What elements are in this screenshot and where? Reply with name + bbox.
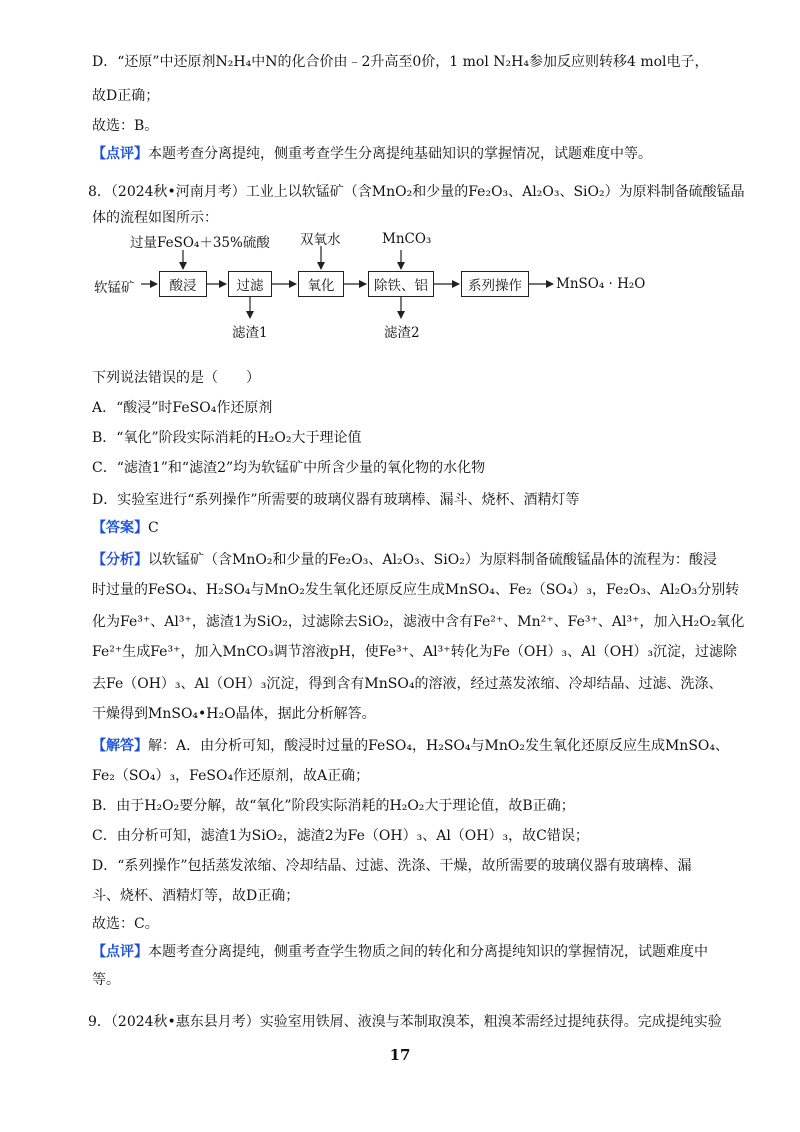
flow-input-acid-leach: 过量FeSO₄＋35%硫酸: [130, 235, 270, 251]
flow-step-filter: 过滤: [228, 271, 272, 297]
flow-step-series-operation: 系列操作: [461, 271, 529, 297]
flow-start-label: 软锰矿: [94, 280, 135, 296]
line-text: 体的流程如图所示：: [92, 210, 218, 226]
flow-input-oxidize: 双氧水: [300, 232, 341, 248]
flow-product-label: MnSO₄ · H₂O: [556, 276, 646, 292]
line-text: 本题考查分离提纯，侧重考查学生物质之间的转化和分离提纯知识的掌握情况，试题难度中: [148, 944, 708, 960]
flow-step-remove-fe-al: 除铁、铝: [368, 271, 434, 297]
text-line: [92, 766, 760, 786]
text-line: [92, 398, 760, 418]
line-text: 等。: [92, 972, 120, 988]
section-tag: 【分析】: [92, 552, 148, 568]
line-text: 故选：B。: [92, 118, 159, 134]
page-number: 17: [389, 1046, 411, 1064]
text-line: [88, 182, 760, 202]
flow-step-acid-leach: 酸浸: [159, 271, 207, 297]
line-text: 斗、烧杯、酒精灯等，故D正确；: [92, 888, 300, 904]
section-tag: 【点评】: [92, 944, 148, 960]
flow-residue-2: 滤渣2: [384, 325, 420, 341]
line-text: 解：A．由分析可知，酸浸时过量的FeSO₄，H₂SO₄与MnO₂发生氧化还原反应生成MnSO₄、: [148, 738, 729, 754]
line-text: 9．（2024秋•惠东县月考）实验室用铁屑、液溴与苯制取溴苯，粗溴苯需经过提纯获得。完成提纯实验: [88, 1014, 722, 1030]
text-line: [92, 116, 760, 136]
line-text: C．“滤渣1”和“滤渣2”均为软锰矿中所含少量的氧化物的水化物: [92, 460, 486, 476]
line-text: 去Fe（OH）₃、Al（OH）₃沉淀，得到含有MnSO₄的溶液，经过蒸发浓缩、冷却结晶、过滤、洗涤、: [92, 676, 723, 692]
text-line: [92, 704, 760, 724]
flow-step-oxidize: 氧化: [298, 271, 344, 297]
text-line: [92, 642, 760, 662]
text-line: [92, 208, 760, 228]
text-line: [92, 886, 760, 906]
text-line: [92, 612, 760, 632]
text-line: [92, 458, 760, 478]
text-line: [92, 970, 760, 990]
line-text: D．“系列操作”包括蒸发浓缩、冷却结晶、过滤、洗涤、干燥，故所需要的玻璃仪器有玻璃棒、漏: [92, 858, 692, 874]
line-text: A．“酸浸”时FeSO₄作还原剂: [92, 400, 273, 416]
line-text: 以软锰矿（含MnO₂和少量的Fe₂O₃、Al₂O₃、SiO₂）为原料制备硫酸锰晶体的流程为：酸浸: [148, 552, 717, 568]
text-line: [92, 368, 760, 388]
line-text: B．“氧化”阶段实际消耗的H₂O₂大于理论值: [92, 430, 362, 446]
text-line: [92, 144, 760, 164]
line-text: D．实验室进行“系列操作”所需要的玻璃仪器有玻璃棒、漏斗、烧杯、酒精灯等: [92, 492, 580, 508]
text-line: [92, 674, 760, 694]
section-tag: 【解答】: [92, 738, 148, 754]
line-text: C: [148, 520, 159, 536]
text-line: [88, 1012, 760, 1032]
line-text: Fe²⁺生成Fe³⁺，加入MnCO₃调节溶液pH，使Fe³⁺、Al³⁺转化为Fe（OH）₃、Al（OH）₃沉淀，过滤除: [92, 644, 738, 660]
text-line: [92, 914, 760, 934]
text-line: [92, 942, 760, 962]
flow-input-remove-fe-al: MnCO₃: [382, 231, 432, 247]
section-tag: 【答案】: [92, 520, 148, 536]
text-line: [92, 826, 760, 846]
text-line: [92, 428, 760, 448]
line-text: 化为Fe³⁺、Al³⁺，滤渣1为SiO₂，过滤除去SiO₂，滤液中含有Fe²⁺、Mn²⁺、Fe³⁺、Al³⁺，加入H₂O₂氧化: [92, 614, 745, 630]
text-line: [92, 518, 760, 538]
text-line: [92, 52, 760, 72]
line-text: 本题考查分离提纯，侧重考查学生分离提纯基础知识的掌握情况，试题难度中等。: [148, 146, 652, 162]
line-text: 下列说法错误的是（ ）: [92, 370, 260, 386]
text-line: [92, 550, 760, 570]
text-line: [92, 490, 760, 510]
flow-residue-1: 滤渣1: [232, 325, 268, 341]
text-line: [92, 796, 760, 816]
text-line: [92, 86, 760, 106]
text-line: [92, 736, 760, 756]
section-tag: 【点评】: [92, 146, 148, 162]
line-text: 干燥得到MnSO₄•H₂O晶体，据此分析解答。: [92, 706, 376, 722]
line-text: C．由分析可知，滤渣1为SiO₂，滤渣2为Fe（OH）₃、Al（OH）₃，故C错误；: [92, 828, 589, 844]
text-line: [92, 856, 760, 876]
line-text: B．由于H₂O₂要分解，故“氧化”阶段实际消耗的H₂O₂大于理论值，故B正确；: [92, 798, 575, 814]
text-line: [92, 580, 760, 600]
line-text: 故选：C。: [92, 916, 159, 932]
line-text: 时过量的FeSO₄、H₂SO₄与MnO₂发生氧化还原反应生成MnSO₄、Fe₂（SO₄）₃，Fe₂O₃、Al₂O₃分别转: [92, 582, 740, 598]
line-text: Fe₂（SO₄）₃，FeSO₄作还原剂，故A正确；: [92, 768, 370, 784]
line-text: D．“还原”中还原剂N₂H₄中N的化合价由﹣2升高至0价，1 mol N₂H₄参加反应则转移4 mol电子，: [92, 54, 709, 70]
line-text: 8．（2024秋•河南月考）工业上以软锰矿（含MnO₂和少量的Fe₂O₃、Al₂O₃、SiO₂）为原料制备硫酸锰晶: [88, 184, 745, 200]
line-text: 故D正确；: [92, 88, 160, 104]
